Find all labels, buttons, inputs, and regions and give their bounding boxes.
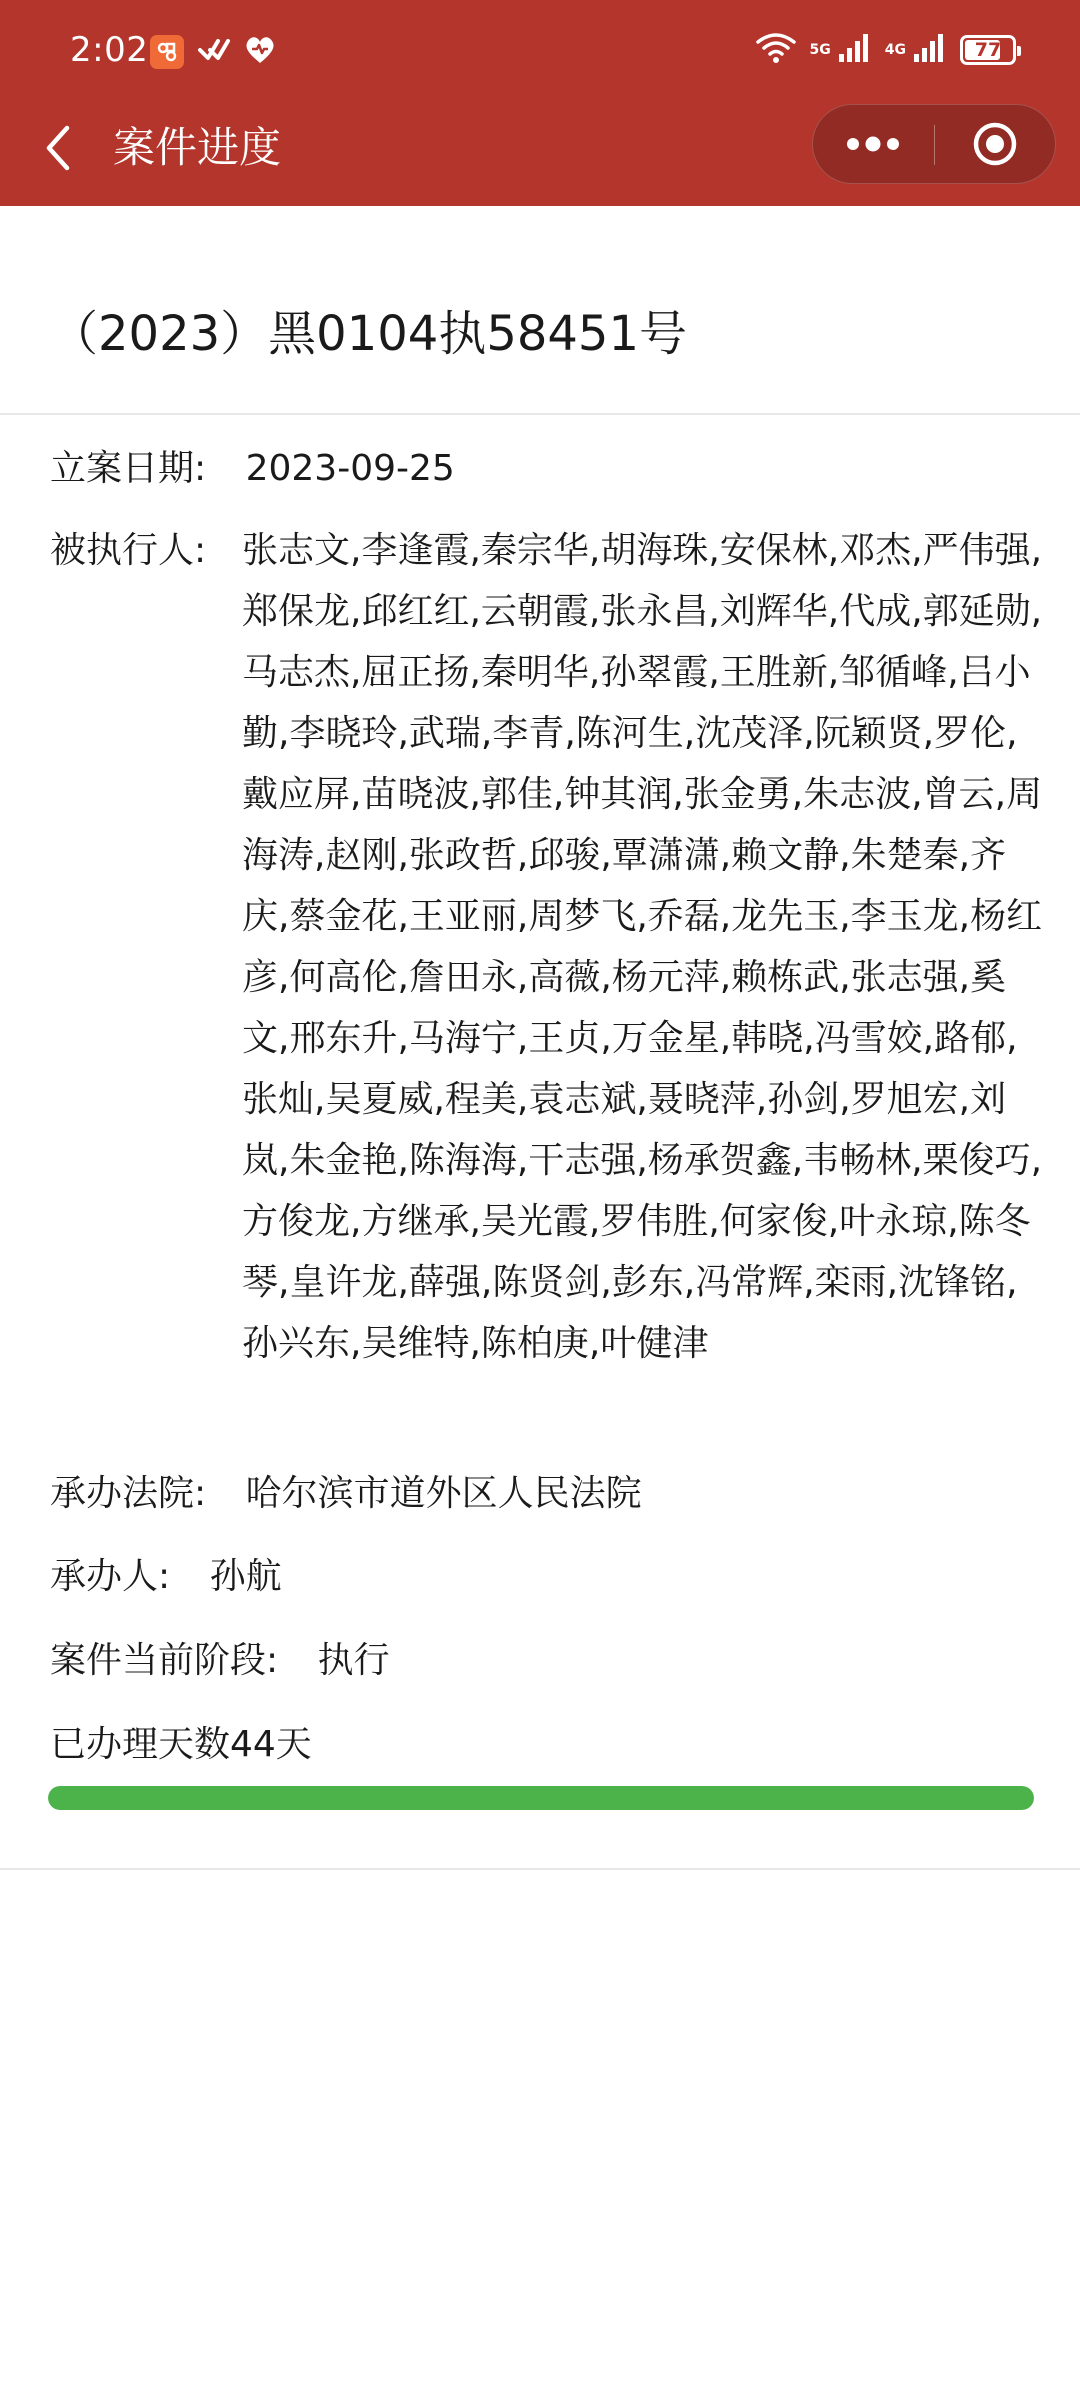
network-type-2 [885, 43, 906, 57]
signal-icon [837, 32, 871, 68]
stage-label: 案件当前阶段: [50, 1640, 279, 1681]
header [0, 0, 1080, 206]
status-app-icons [150, 34, 276, 70]
progress-fill [48, 1786, 1034, 1810]
handler-value: 孙航 [209, 1556, 282, 1597]
handler-label: 承办人: [50, 1556, 171, 1597]
app-icon [150, 35, 184, 69]
close-miniprogram-button[interactable] [935, 105, 1055, 183]
stage-row [50, 1630, 1040, 1691]
days-text: 已办理天数44天 [50, 1724, 312, 1765]
page-title: 案件进度 [113, 123, 282, 172]
court-value: 哈尔滨市道外区人民法院 [245, 1473, 642, 1514]
filing-date-row [50, 438, 1040, 499]
days-row [50, 1714, 1040, 1775]
court-row [50, 1463, 1040, 1524]
network-type-1 [810, 43, 831, 57]
divider [0, 1868, 1080, 1870]
more-dots-icon [845, 136, 901, 152]
wifi-icon [756, 32, 796, 68]
filing-date-label: 立案日期: [50, 448, 207, 489]
respondents-label: 被执行人: [50, 530, 207, 571]
status-right [756, 30, 1016, 70]
stage-value: 执行 [317, 1640, 390, 1681]
court-label: 承办法院: [50, 1473, 207, 1514]
status-bar [0, 0, 1080, 102]
back-button[interactable] [30, 120, 86, 176]
filing-date-value: 2023-09-25 [245, 448, 455, 489]
battery-icon [960, 35, 1016, 65]
network-label-2: 4G [884, 42, 906, 58]
nav-bar [0, 102, 1080, 206]
case-number: （2023）黑0104执58451号 [50, 306, 688, 362]
divider [0, 413, 1080, 415]
battery-label: 77 [974, 39, 1002, 61]
network-label-1: 5G [809, 42, 831, 58]
progress-bar [48, 1786, 1034, 1810]
respondents-value: 张志文,李逢霞,秦宗华,胡海珠,安保林,邓杰,严伟强,郑保龙,邱红红,云朝霞,张永昌,刘辉华,代成,郭延勋,马志杰,屈正扬,秦明华,孙翠霞,王胜新,邹循峰,吕小勤,李晓玲,武瑞,李青,陈河生,沈茂泽,阮颖贤,罗伦,戴应屏,苗晓波,郭佳,钟其润,张金勇,朱志波,曾云,周海涛,赵刚,张政哲,邱骏,覃潇潇,赖文静,朱楚秦,齐庆,蔡金花,王亚丽,周梦飞,乔磊,龙先玉,李玉龙,杨红彦,何高伦,詹田永,高薇,杨元萍,赖栋武,张志强,奚文,邢东升,马海宁,王贞,万金星,韩晓,冯雪姣,路郁,张灿,吴夏威,程美,袁志斌,聂晓萍,孙剑,罗旭宏,刘岚,朱金艳,陈海海,干志强,杨承贺鑫,韦畅林,栗俊巧,方俊龙,方继承,吴光霞,罗伟胜,何家俊,叶永琼,陈冬琴,皇许龙,薛强,陈贤剑,彭东,冯常辉,栾雨,沈锋铭,孙兴东,吴维特,陈柏庚,叶健津 [242, 530, 1043, 1364]
health-icon [244, 35, 276, 69]
vpn-icon [196, 35, 232, 69]
target-circle-icon [971, 120, 1019, 168]
more-button[interactable] [813, 105, 933, 183]
chevron-left-icon [43, 124, 73, 172]
status-time: 2:02 [70, 30, 149, 70]
handler-row [50, 1546, 1040, 1607]
signal-icon [912, 32, 946, 68]
miniprogram-capsule [812, 104, 1056, 184]
